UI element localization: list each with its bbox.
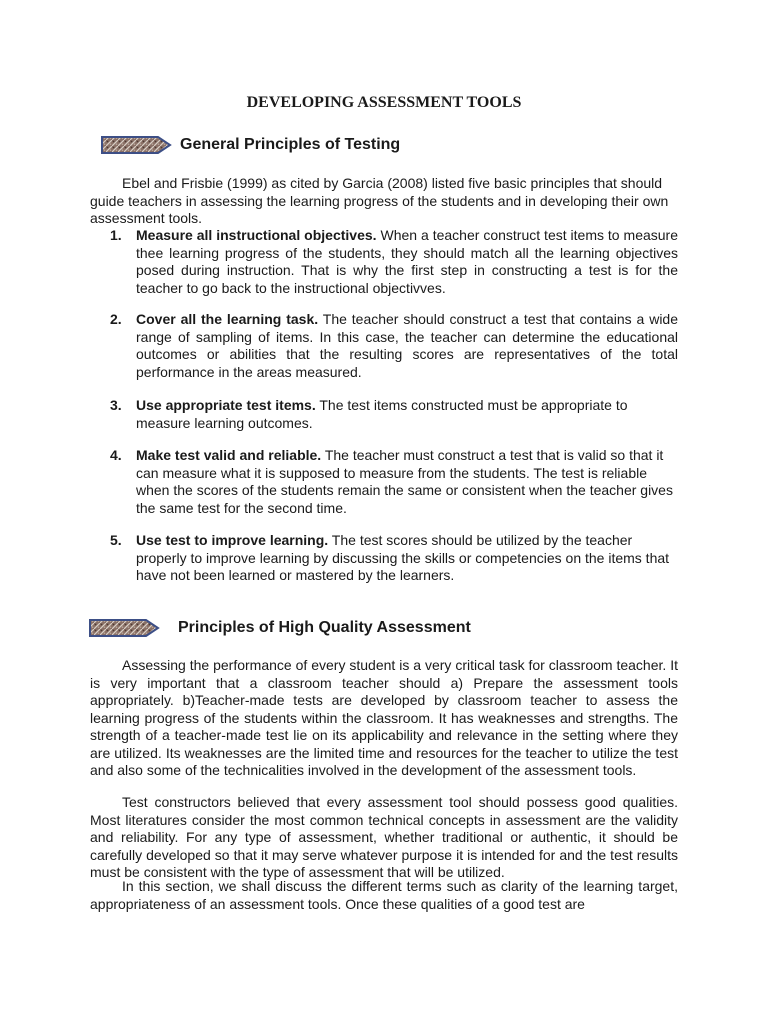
item-term: Use test to improve learning. [136, 532, 329, 548]
decorative-arrow-icon [88, 617, 160, 639]
item-text: The teacher must construct a test that is valid so that it can measure what it is supposed to measure from the students. The test is reliable when the scores of the students remain the same or consistent when the teacher gives the same test for the second time. [136, 447, 673, 516]
item-term: Measure all instructional objectives. [136, 227, 377, 243]
item-text: When a teacher construct test items to measure thee learning progress of the students, they should match all the learning objectives posed during instruction. That is why the first step in constructing a test is for the teacher to go back to the instructional objectivves. [136, 227, 678, 296]
section-heading-high-quality [88, 617, 471, 639]
document-title: DEVELOPING ASSESSMENT TOOLS [246, 94, 522, 111]
item-term: Cover all the learning task. [136, 311, 319, 327]
list-item [110, 532, 678, 585]
list-item [110, 447, 678, 517]
item-text: The test items constructed must be appropriate to measure learning outcomes. [136, 397, 628, 431]
item-number: 3. [110, 397, 122, 413]
section-heading-text: Principles of High Quality Assessment [178, 619, 471, 636]
body-paragraph: Assessing the performance of every student is a very critical task for classroom teacher. It is very important that a classroom teacher should a) Prepare the assessment tools appropriately. b)Teacher-made tests are developed by classroom teacher to assess the learning progress of the students within the classroom. It has weaknesses and strengths. The strength of a teacher-made test lie on its applicability and relevance in the setting where they are utilized. Its weaknesses are the limited time and resources for the teacher to utilize the test and also some of the technicalities involved in the development of the assessment tools. [90, 657, 678, 778]
body-paragraph: Test constructors believed that every assessment tool should possess good qualities. Most literatures consider the most common technical concepts in assessment are the validity and reliability. For any type of assessment, whether traditional or authentic, it should be carefully developed so that it may serve whatever purpose it is intended for and the test results must be consistent with the type of assessment that will be utilized. [90, 794, 678, 880]
list-item [110, 397, 678, 432]
item-number: 1. [110, 227, 122, 243]
item-text: The teacher should construct a test that contains a wide range of sampling of items. In this case, the teacher can determine the educational outcomes or abilities that the resulting scores are representatives of the total performance in the areas measured. [136, 311, 678, 380]
list-item [110, 311, 678, 381]
item-number: 2. [110, 311, 122, 327]
item-number: 4. [110, 447, 122, 463]
list-item [110, 227, 678, 297]
item-term: Use appropriate test items. [136, 397, 316, 413]
body-paragraph: In this section, we shall discuss the different terms such as clarity of the learning target, appropriateness of an assessment tools. Once these qualities of a good test are [90, 878, 678, 912]
section-heading-general-principles [100, 134, 400, 156]
item-text: The test scores should be utilized by the teacher properly to improve learning by discussing the skills or competencies on the items that have not been learned or mastered by the learners. [136, 532, 670, 583]
item-term: Make test valid and reliable. [136, 447, 322, 463]
item-number: 5. [110, 532, 122, 548]
decorative-arrow-icon [100, 134, 172, 156]
section-heading-text: General Principles of Testing [180, 136, 401, 153]
intro-paragraph: Ebel and Frisbie (1999) as cited by Garcia (2008) listed five basic principles that should guide teachers in assessing the learning progress of the students and in developing their own assessment tools. [90, 175, 669, 226]
